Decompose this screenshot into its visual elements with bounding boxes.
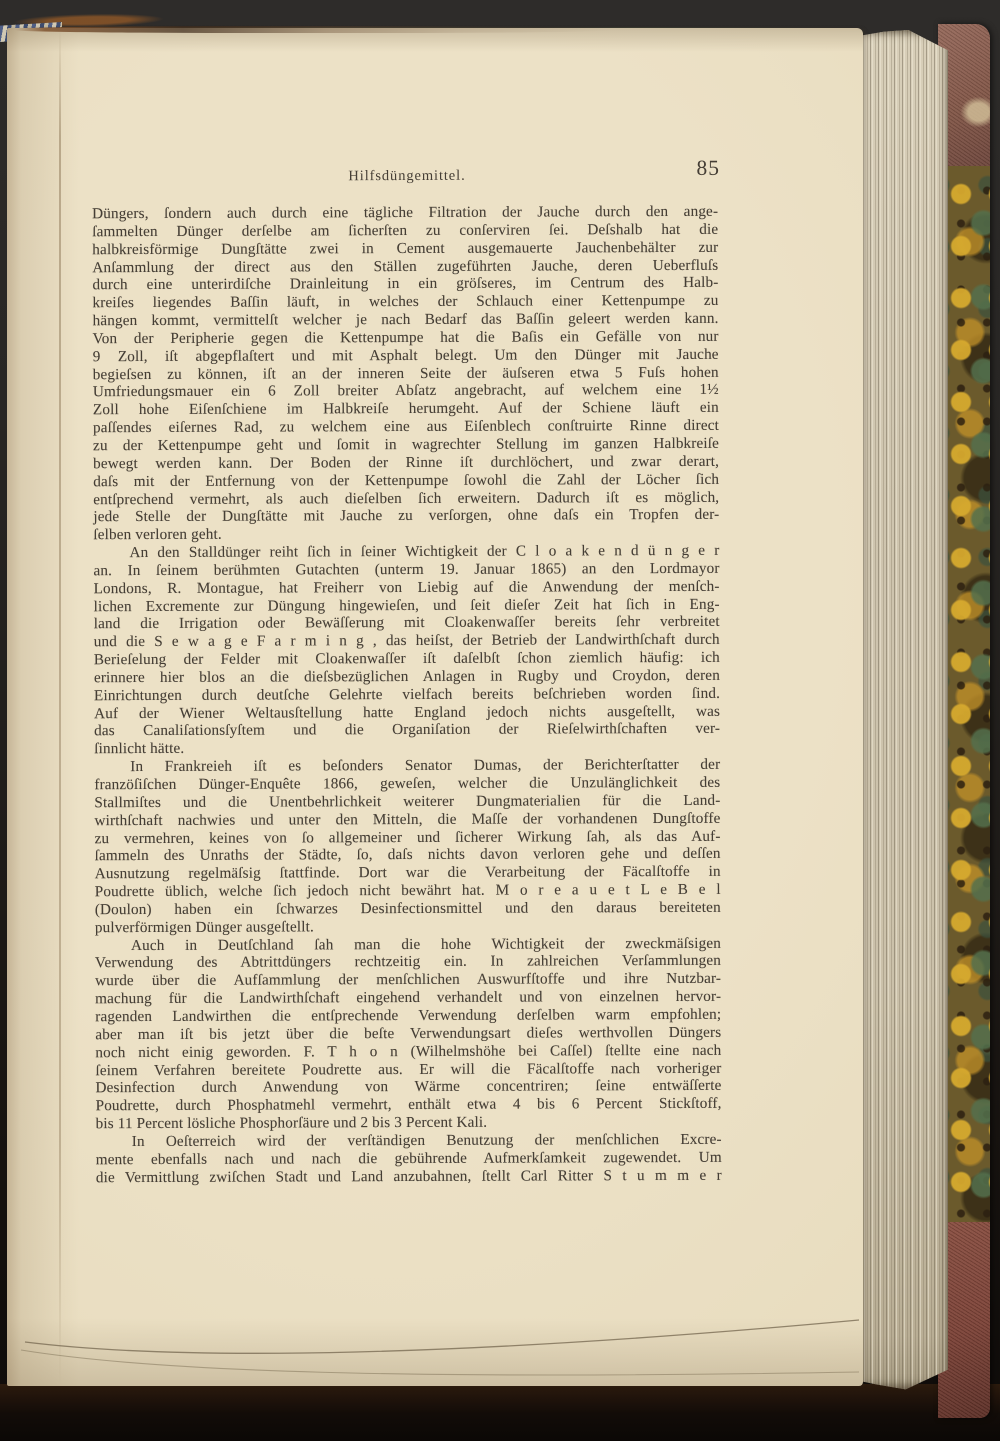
text-line: daſs mit der Entfernung von der Kettenpumpe ſowohl die Zahl der Löcher ſich — [93, 470, 720, 490]
text-line: (Doulon) haben ein ſchwarzes Desinfectionsmittel und den daraus bereiteten — [94, 898, 721, 919]
page-stack-fore-edge — [854, 30, 948, 1390]
text-line: Anſammlung der direct aus den Ställen zugeführten Jauche, deren Ueberfluſs — [92, 256, 719, 276]
text-line: Poudrette üblich, welche ſich jedoch nicht bewährt hat. M o r e a u e t L e B e l — [94, 880, 721, 901]
text-line: ſammeln des Unraths der Städte, ſo, daſs nichts davon verloren gehe und deſſen — [94, 845, 721, 865]
text-line: zu vermehren, keines von ſo allgemeiner und ſicherer Wirkung ſah, als das Auf- — [94, 827, 721, 847]
text-line: ragenden Landwirthen die entſprechende Verwendung derſelben warm empfohlen; — [95, 1005, 722, 1026]
text-line: bewegt werden kann. Der Boden der Rinne iſt durchlöchert, und zwar derart, — [93, 452, 720, 473]
text-line: machung für die Landwirthſchaft eingehend verhandelt und von einzelnen hervor- — [95, 987, 722, 1008]
text-line: Auf der Wiener Weltausſtellung hatte England jedoch nichts ausgeſtellt, was — [94, 702, 721, 722]
text-line: ſeinem Verfahren bereitete Poudrette aus. Er will die Fäcalſtoffe nach vorheriger — [95, 1059, 722, 1079]
running-header: Hilfsdüngemittel. — [348, 167, 466, 185]
text-line: ſinnlicht hätte. — [94, 740, 185, 758]
text-line: franzöſiſchen Dünger-Enquête 1866, geweſen, welcher die Unzulänglichkeit des — [94, 773, 721, 794]
text-line: ſammelten Dünger derſelbe am ſicherſten zu conſerviren ſei. Deſshalb hat die — [92, 220, 719, 241]
text-line: wirthſchaft nachwies und unter den Mitteln, die Maſſe der vorhandenen Dungſtoffe — [94, 809, 721, 829]
gutter-crease — [59, 28, 61, 1386]
text-line: Umfriedungsmauer ein 6 Zoll breiter Abſatz angebracht, auf welchem eine 1½ — [92, 381, 719, 401]
text-line: In Frankreieh iſt es beſonders Senator Dumas, der Berichterſtatter der — [130, 755, 721, 776]
text-line: Einrichtungen durch deutſche Gelehrte vielfach bereits beſchrieben worden ſind. — [93, 684, 721, 704]
body-text — [92, 203, 722, 1187]
text-line: an. In ſeinem berühmten Gutachten (unterm 19. Januar 1865) an den Lordmayor — [93, 559, 720, 580]
text-line: hängen kommt, vermittelſt welcher je nach Bedarf das Baſſin geleert werden kann. — [92, 309, 719, 330]
text-line: durch eine unterirdiſche Drainleitung in ein gröſseres, im Centrum des Halb- — [92, 274, 719, 294]
text-line: bis 11 Percent lösliche Phosphorſäure und 2 bis 3 Percent Kali. — [95, 1113, 488, 1133]
text-line: halbkreisförmige Dungſtätte zwei in Cement ausgemauerte Jauchenbehälter zur — [92, 238, 719, 258]
text-line: An den Stalldünger reiht ſich in ſeiner Wichtigkeit der C l o a k e n d ü n g e r — [129, 541, 720, 562]
text-line: paſſendes eiſernes Rad, zu welchem eine aus Eiſenblech conſtruirte Rinne direct — [92, 416, 720, 437]
text-line: Verwendung des Abtrittdüngers rechtzeitig ein. In zahlreichen Verſammlungen — [94, 952, 722, 972]
text-line: begieſsen zu können, iſt an der inneren Seite der äuſseren etwa 5 Fuſs hohen — [92, 363, 719, 383]
text-line: aber man iſt bis jetzt über die beſte Verwendungsart dieſes werthvollen Düngers — [95, 1023, 722, 1044]
text-line: 9 Zoll, iſt abgepflaſtert und mit Asphalt belegt. Um den Dünger mit Jauche — [92, 345, 719, 365]
book-bottom-cover-edge — [0, 1384, 1000, 1441]
text-line: Berieſelung der Felder mit Cloakenwaſſer iſt daſelbſt ſchon ziemlich häufig: ich — [93, 648, 720, 669]
text-line: die Vermittlung zwiſchen Stadt und Land anzubahnen, ſtellt Carl Ritter S t u m m e r — [95, 1166, 722, 1186]
text-line: erinnere hier blos an die dieſsbezüglichen Anlagen in Rugby und Croydon, deren — [93, 666, 720, 687]
text-line: Ausnutzung regelmäſsig ſtattfinde. Dort war die Verarbeitung der Fäcalſtoffe in — [94, 863, 721, 883]
text-line: wurde über die Aufſammlung der menſchlichen Auswurfſtoffe und ihre Nutzbar- — [95, 970, 722, 990]
text-line: pulverförmigen Dünger ausgeſtellt. — [94, 918, 314, 936]
text-line: jede Stelle der Dungſtätte mit Jauche zu verſorgen, ohne daſs ein Tropfen der- — [93, 506, 720, 526]
text-line: land die Irrigation oder Bewäſſerung mit Cloakenwaſſer bereits ſehr verbreitet — [93, 613, 720, 633]
text-line: Stallmiſtes und die Unentbehrlichkeit weiterer Dungmaterialien für die Land- — [94, 791, 721, 812]
text-line: ſelben verloren geht. — [93, 525, 222, 544]
text-line: noch nicht einig geworden. F. T h o n (Wilhelmshöhe bei Caſſel) ſtellte eine nach — [95, 1041, 722, 1061]
text-line: Auch in Deutſchland ſah man die hohe Wichtigkeit der zweckmäſsigen — [130, 934, 721, 954]
book-page — [7, 28, 863, 1386]
text-line: Desinfection durch Anwendung von Wärme concentriren; ſeine entwäſſerte — [95, 1077, 722, 1097]
text-line: zu der Kettenpumpe geht und ſomit in wagrechter Stellung im ganzen Halbkreiſe — [93, 434, 720, 455]
text-line: In Oeſterreich wird der verſtändigen Benutzung der menſchlichen Excre- — [131, 1130, 722, 1150]
text-line: lichen Excremente zur Düngung hingewieſen, und ſeit dieſer Zeit hat ſich in Eng- — [93, 595, 720, 615]
text-line: Düngers, ſondern auch durch eine tägliche Filtration der Jauche durch den ange- — [92, 202, 719, 223]
page-number: 85 — [696, 155, 721, 180]
text-line: das Canaliſationsſyſtem und die Organiſation der Rieſelwirthſchaften ver- — [94, 720, 721, 740]
text-line: kreiſes liegendes Baſſin läuft, in welches der Schlauch einer Kettenpumpe zu — [92, 292, 719, 312]
text-line: entſprechend vermehrt, als auch dieſelben ſich erweitern. Dadurch iſt es möglich, — [93, 488, 720, 508]
text-line: Zoll hohe Eiſenſchiene im Halbkreiſe herumgeht. Auf der Schiene läuft ein — [92, 399, 719, 419]
text-line: mente ebenfalls nach und nach die gebührende Aufmerkſamkeit zugewendet. Um — [95, 1148, 722, 1168]
text-line: Londons, R. Montague, hat Freiherr von Liebig auf die Anwendung der menſch- — [93, 577, 720, 597]
text-line: Von der Peripherie gegen die Kettenpumpe hat die Baſis ein Gefälle von nur — [92, 327, 719, 348]
text-line: Poudrette, durch Phosphatmehl vermehrt, enthält etwa 4 bis 6 Percent Stickſtoff, — [95, 1094, 722, 1115]
page-curl-lines — [7, 1314, 863, 1386]
page-top-edge-stain — [15, 26, 615, 33]
text-line: und die S e w a g e F a r m i n g , das heiſst, der Betrieb der Landwirthſchaft durch — [93, 631, 720, 651]
